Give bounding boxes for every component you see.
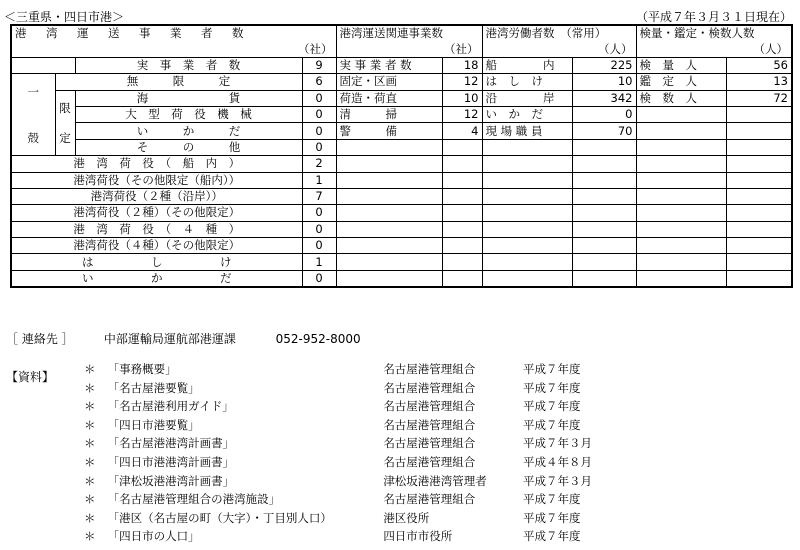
header-operators: 港 湾 運 送 事 業 者 数: [11, 25, 336, 41]
empty-cell: [336, 254, 442, 270]
related-value: 12: [442, 74, 482, 90]
table-row: [11, 238, 792, 254]
empty-cell: [442, 238, 482, 254]
operator-value: 7: [302, 188, 336, 204]
table-row: [11, 254, 792, 270]
operator-label: 大 型 荷 役 機 械: [75, 106, 302, 122]
operator-label: い か だ: [11, 270, 302, 287]
empty-cell: [726, 205, 792, 221]
empty-cell: [572, 139, 636, 155]
empty-cell: [726, 123, 792, 139]
source-title: 「名古屋港要覧」: [107, 380, 200, 395]
bullet-star: ＊: [84, 529, 96, 544]
source-date: 平成７年３月: [522, 436, 592, 451]
ippan-char-1: 一: [27, 84, 39, 99]
empty-cell: [336, 188, 442, 204]
source-item: [84, 453, 592, 472]
empty-cell: [442, 188, 482, 204]
source-item: [84, 434, 592, 453]
empty-cell: [442, 221, 482, 237]
source-publisher: 名古屋港管理組合: [383, 436, 476, 451]
empty-cell: [572, 188, 636, 204]
source-date: 平成７年度: [522, 399, 581, 414]
empty-cell: [726, 172, 792, 188]
header-operators-unit: （社）: [11, 41, 336, 57]
empty-cell: [572, 221, 636, 237]
operator-label: 港 湾 荷 役 （ ４ 種 ）: [11, 221, 302, 237]
empty-cell: [482, 139, 572, 155]
table-row: [11, 205, 792, 221]
operator-value: 0: [302, 139, 336, 155]
header-unit-row: [11, 41, 792, 57]
related-label: 清 掃: [336, 106, 442, 122]
source-title: 「事務概要」: [107, 362, 177, 376]
contact-label: ［ 連絡先 ］: [6, 332, 74, 346]
empty-cell: [482, 238, 572, 254]
empty-cell: [726, 156, 792, 172]
sources-list: [84, 360, 592, 546]
empty-cell: [636, 188, 726, 204]
operator-value: 0: [302, 123, 336, 139]
table-row: [11, 172, 792, 188]
operator-value: 0: [302, 238, 336, 254]
source-publisher: 名古屋港管理組合: [383, 362, 476, 376]
operator-value: 0: [302, 205, 336, 221]
empty-cell: [482, 221, 572, 237]
related-label: 荷造・荷直: [336, 90, 442, 106]
source-date: 平成７年度: [522, 529, 581, 544]
empty-cell: [636, 172, 726, 188]
operator-value: 0: [302, 221, 336, 237]
empty-cell: [726, 221, 792, 237]
empty-cell: [726, 139, 792, 155]
table-row: [11, 57, 792, 73]
source-item: [84, 416, 592, 435]
bullet-star: ＊: [84, 399, 96, 414]
bullet-star: ＊: [84, 473, 96, 488]
port-statistics-table: [10, 24, 793, 288]
inspector-value: 56: [726, 57, 792, 73]
empty-cell: [636, 270, 726, 287]
bullet-star: ＊: [84, 454, 96, 469]
empty-cell: [636, 139, 726, 155]
page-title: ＜三重県・四日市港＞: [4, 10, 125, 24]
related-value: 12: [442, 106, 482, 122]
sources-label: 【資料】: [6, 370, 55, 384]
empty-cell: [442, 172, 482, 188]
empty-cell: [482, 205, 572, 221]
source-item: [84, 527, 592, 546]
empty-cell: [572, 238, 636, 254]
header-workers-unit: （人）: [482, 41, 636, 57]
table-row: [11, 123, 792, 139]
related-value: 10: [442, 90, 482, 106]
empty-cell: [572, 205, 636, 221]
source-publisher: 名古屋港管理組合: [383, 492, 476, 507]
empty-cell: [482, 254, 572, 270]
operator-label: 港湾荷役（４種）（その他限定）: [11, 238, 302, 254]
contact-office: 中部運輸局運航部港運課: [103, 332, 236, 346]
source-publisher: 名古屋港管理組合: [383, 454, 476, 469]
table-row: [11, 139, 792, 155]
empty-cell: [336, 139, 442, 155]
bullet-star: ＊: [84, 436, 96, 451]
source-item: [84, 360, 592, 379]
source-publisher: 四日市市役所: [383, 529, 453, 544]
source-publisher: 名古屋港管理組合: [383, 417, 476, 432]
source-date: 平成７年度: [522, 362, 581, 376]
source-publisher: 名古屋港管理組合: [383, 399, 476, 414]
empty-cell: [572, 172, 636, 188]
operator-label: 港湾荷役（その他限定（船内））: [11, 172, 302, 188]
empty-cell: [572, 254, 636, 270]
table-row: [11, 90, 792, 106]
gentei-label: [55, 90, 75, 156]
source-item: [84, 472, 592, 491]
source-date: 平成７年３月: [522, 473, 592, 488]
empty-cell: [726, 238, 792, 254]
empty-cell: [726, 254, 792, 270]
empty-cell: [336, 221, 442, 237]
empty-cell: [442, 254, 482, 270]
header-inspectors-unit: （人）: [636, 41, 792, 57]
empty-cell: [636, 238, 726, 254]
source-title: 「四日市の人口」: [107, 529, 200, 544]
worker-value: 10: [572, 74, 636, 90]
table-row: [11, 188, 792, 204]
table-row: [11, 74, 792, 90]
table-row: [11, 106, 792, 122]
worker-value: 225: [572, 57, 636, 73]
empty-cell: [442, 139, 482, 155]
operator-value: 0: [302, 90, 336, 106]
operator-label: 港湾荷役（２種）（その他限定）: [11, 205, 302, 221]
source-date: 平成７年度: [522, 510, 581, 525]
empty-cell: [636, 221, 726, 237]
worker-value: 342: [572, 90, 636, 106]
ippan-char-2: 殻: [27, 130, 39, 145]
inspector-label: 検 量 人: [636, 57, 726, 73]
worker-value: 0: [572, 106, 636, 122]
operator-label: は し け: [11, 254, 302, 270]
related-label: 警 備: [336, 123, 442, 139]
operator-label: そ の 他: [75, 139, 302, 155]
empty-cell: [572, 270, 636, 287]
header-related: 港湾運送関連事業数: [336, 25, 482, 41]
empty-cell: [336, 172, 442, 188]
source-date: 平成７年度: [522, 417, 581, 432]
empty-cell: [11, 57, 75, 73]
empty-cell: [442, 270, 482, 287]
table-row: [11, 270, 792, 287]
empty-cell: [442, 156, 482, 172]
related-value: 4: [442, 123, 482, 139]
source-title: 「名古屋港管理組合の港湾施設」: [107, 492, 281, 507]
operator-value: 1: [302, 172, 336, 188]
header-related-unit: （社）: [336, 41, 482, 57]
gentei-char-1: 限: [59, 100, 71, 115]
related-label: 固定・区画: [336, 74, 442, 90]
operator-label: 海 貨: [75, 90, 302, 106]
empty-cell: [442, 205, 482, 221]
as-of-date: （平成７年３月３１日現在）: [635, 10, 792, 24]
operator-value: 0: [302, 270, 336, 287]
operator-value: 2: [302, 156, 336, 172]
empty-cell: [572, 156, 636, 172]
source-item: [84, 379, 592, 398]
bullet-star: ＊: [84, 492, 96, 507]
empty-cell: [482, 172, 572, 188]
operator-label: 港 湾 荷 役 （ 船 内 ）: [11, 156, 302, 172]
worker-label: い か だ: [482, 106, 572, 122]
worker-label: は し け: [482, 74, 572, 90]
header-row: [11, 25, 792, 41]
empty-cell: [482, 270, 572, 287]
empty-cell: [636, 205, 726, 221]
empty-cell: [482, 188, 572, 204]
source-title: 「港区（名古屋の町（大字）・丁目別人口）: [107, 510, 332, 525]
empty-cell: [336, 156, 442, 172]
source-publisher: 港区役所: [383, 510, 430, 525]
source-title: 「名古屋港港湾計画書」: [107, 436, 235, 451]
operator-value: 1: [302, 254, 336, 270]
source-title: 「四日市港要覧」: [107, 417, 200, 432]
operator-value: 9: [302, 57, 336, 73]
worker-label: 船 内: [482, 57, 572, 73]
empty-cell: [482, 156, 572, 172]
inspector-value: 13: [726, 74, 792, 90]
header-inspectors: 検量・鑑定・検数人数: [636, 25, 792, 41]
source-item: [84, 509, 592, 528]
operator-label: 無 限 定: [55, 74, 302, 90]
worker-value: 70: [572, 123, 636, 139]
operator-label: い か だ: [75, 123, 302, 139]
source-item: [84, 490, 592, 509]
contact-line: [6, 330, 361, 347]
contact-phone: 052-952-8000: [275, 332, 361, 346]
operator-value: 0: [302, 106, 336, 122]
table-row: [11, 156, 792, 172]
source-title: 「津松坂港港湾計画書」: [107, 473, 235, 488]
operator-label: 港湾荷役（２種（沿岸））: [11, 188, 302, 204]
empty-cell: [336, 238, 442, 254]
source-item: [84, 397, 592, 416]
related-label: 実 事 業 者 数: [336, 57, 442, 73]
header-workers: 港湾労働者数 （常用）: [482, 25, 636, 41]
empty-cell: [636, 123, 726, 139]
bullet-star: ＊: [84, 380, 96, 395]
inspector-value: 72: [726, 90, 792, 106]
source-date: 平成４年８月: [522, 454, 592, 469]
empty-cell: [636, 106, 726, 122]
bullet-star: ＊: [84, 510, 96, 525]
inspector-label: 検 数 人: [636, 90, 726, 106]
operator-label: 実 事 業 者 数: [75, 57, 302, 73]
gentei-char-2: 定: [59, 130, 71, 145]
empty-cell: [336, 270, 442, 287]
empty-cell: [726, 270, 792, 287]
ippan-label: [11, 74, 55, 156]
source-title: 「四日市港港湾計画書」: [107, 454, 235, 469]
source-date: 平成７年度: [522, 380, 581, 395]
empty-cell: [636, 156, 726, 172]
worker-label: 沿 岸: [482, 90, 572, 106]
empty-cell: [726, 188, 792, 204]
source-publisher: 津松坂港港湾管理者: [383, 473, 487, 488]
source-title: 「名古屋港利用ガイド」: [107, 399, 234, 414]
related-value: 18: [442, 57, 482, 73]
source-date: 平成７年度: [522, 492, 581, 507]
bullet-star: ＊: [84, 362, 96, 376]
inspector-label: 鑑 定 人: [636, 74, 726, 90]
source-publisher: 名古屋港管理組合: [383, 380, 476, 395]
empty-cell: [636, 254, 726, 270]
empty-cell: [726, 106, 792, 122]
table-row: [11, 221, 792, 237]
empty-cell: [336, 205, 442, 221]
worker-label: 現 場 職 員: [482, 123, 572, 139]
bullet-star: ＊: [84, 417, 96, 432]
operator-value: 6: [302, 74, 336, 90]
